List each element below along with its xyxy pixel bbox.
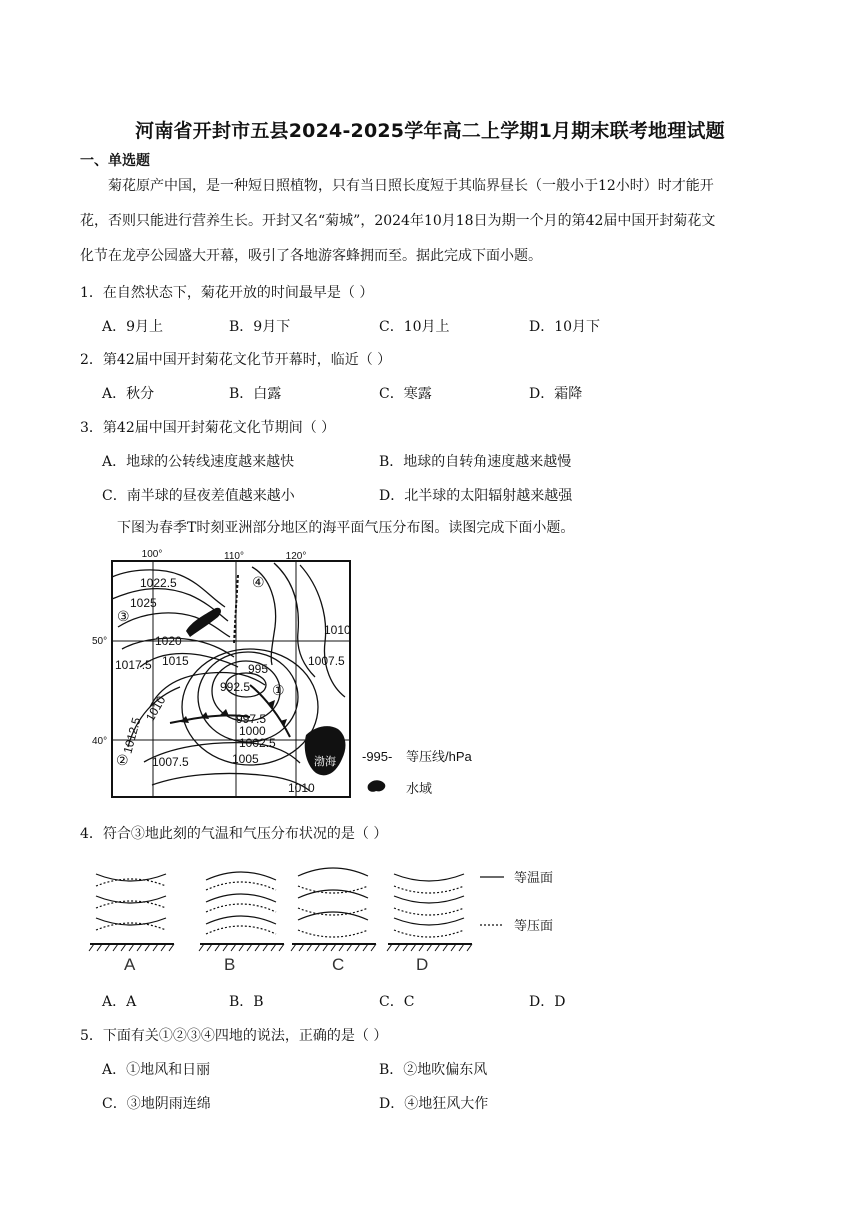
q2-option-c[interactable]: C．寒露 (379, 386, 432, 402)
q2-option-b[interactable]: B．白露 (229, 386, 282, 402)
panel-label-a: A (124, 955, 136, 974)
isobar-label-6: 1010 (142, 693, 169, 724)
isobar-label-7: 1012.5 (120, 715, 144, 756)
q5-option-a[interactable]: A．①地风和日丽 (102, 1062, 211, 1078)
intro1-line3: 化节在龙亭公园盛大开幕，吸引了各地游客蜂拥而至。据此完成下面小题。 (80, 248, 542, 264)
isobar-label-10: 995 (248, 662, 269, 676)
isobar-label-13: 1000 (239, 724, 266, 738)
point-label-3: ③ (117, 608, 130, 624)
legend-pressure: 等压面 (514, 918, 554, 933)
q3-stem: 3．第42届中国开封菊花文化节期间（ ） (80, 420, 336, 436)
q3-option-d[interactable]: D．北半球的太阳辐射越来越强 (379, 488, 573, 504)
panel-label-b: B (224, 955, 236, 974)
intro1-line2: 花，否则只能进行营养生长。开封又名“菊城”，2024年10月18日为期一个月的第42届中国开封菊花文 (80, 213, 716, 229)
q1-option-c[interactable]: C．10月上 (379, 319, 450, 335)
surfaces-diagram (86, 852, 576, 976)
isobar-label-2: 1025 (130, 596, 157, 610)
isobar-label-14: 1002.5 (239, 736, 276, 750)
q4-stem: 4．符合③地此刻的气温和气压分布状况的是（ ） (80, 826, 388, 842)
lon-label-120: 120° (285, 551, 307, 562)
q4-option-b[interactable]: B．B (229, 994, 264, 1010)
q1-option-b[interactable]: B．9月下 (229, 319, 291, 335)
water-label: 渤海 (314, 756, 336, 768)
lon-label-110: 110° (224, 551, 244, 562)
isobar-label-17: 1010 (288, 781, 315, 795)
q5-stem: 5．下面有关①②③④四地的说法，正确的是（ ） (80, 1028, 388, 1044)
point-label-1: ① (272, 682, 285, 698)
q3-option-a[interactable]: A．地球的公转线速度越来越快 (102, 454, 295, 470)
isobar-label-4: 1017.5 (115, 658, 152, 672)
q4-option-c[interactable]: C．C (379, 994, 415, 1010)
q2-option-a[interactable]: A．秋分 (102, 386, 155, 402)
section-heading: 一、单选题 (80, 153, 150, 169)
q1-stem: 1．在自然状态下，菊花开放的时间最早是（ ） (80, 285, 374, 301)
q1-option-a[interactable]: A．9月上 (102, 319, 164, 335)
point-label-2: ② (116, 752, 129, 768)
q2-stem: 2．第42届中国开封菊花文化节开幕时，临近（ ） (80, 352, 392, 368)
q2-option-d[interactable]: D．霜降 (529, 386, 583, 402)
isobar-label-15: 1010 (324, 623, 351, 637)
q5-option-d[interactable]: D．④地狂风大作 (379, 1096, 489, 1112)
q5-option-c[interactable]: C．③地阴雨连绵 (102, 1096, 211, 1112)
legend-temp: 等温面 (514, 870, 554, 885)
q4-option-a[interactable]: A．A (102, 994, 137, 1010)
q1-option-d[interactable]: D．10月下 (529, 319, 601, 335)
legend-water-text: 水域 (406, 781, 433, 796)
legend-isobar-sample: -995- (362, 749, 393, 764)
legend-isobar-text: 等压线/hPa (406, 749, 472, 764)
intro1-line1: 菊花原产中国，是一种短日照植物，只有当日照长度短于其临界昼长（一般小于12小时）时才能开 (108, 178, 714, 194)
isobar-label-16: 1007.5 (308, 654, 345, 668)
q3-option-c[interactable]: C．南半球的昼夜差值越来越小 (102, 488, 295, 504)
q3-option-b[interactable]: B．地球的自转角速度越来越慢 (379, 454, 572, 470)
isobar-label-12: 997.5 (236, 712, 267, 726)
isobar-label-5: 1015 (162, 654, 189, 668)
q4-option-d[interactable]: D．D (529, 994, 566, 1010)
lat-label-50: 50° (92, 636, 108, 647)
panel-label-c: C (332, 955, 345, 974)
intro2: 下图为春季T时刻亚洲部分地区的海平面气压分布图。读图完成下面小题。 (117, 520, 575, 536)
page-title: 河南省开封市五县2024-2025学年高二上学期1月期末联考地理试题 (135, 120, 725, 142)
lat-label-40: 40° (92, 736, 108, 747)
q5-option-b[interactable]: B．②地吹偏东风 (379, 1062, 488, 1078)
isobar-label-1: 1022.5 (140, 576, 177, 590)
panel-label-d: D (416, 955, 429, 974)
point-label-4: ④ (252, 574, 265, 590)
isobar-label-11: 992.5 (220, 680, 251, 694)
isobar-map (92, 547, 472, 807)
isobar-label-9: 1005 (232, 752, 259, 766)
isobar-label-3: 1020 (155, 634, 182, 648)
isobar-label-8: 1007.5 (152, 755, 189, 769)
legend-water-swatch (368, 780, 386, 792)
lon-label-100: 100° (141, 549, 163, 560)
